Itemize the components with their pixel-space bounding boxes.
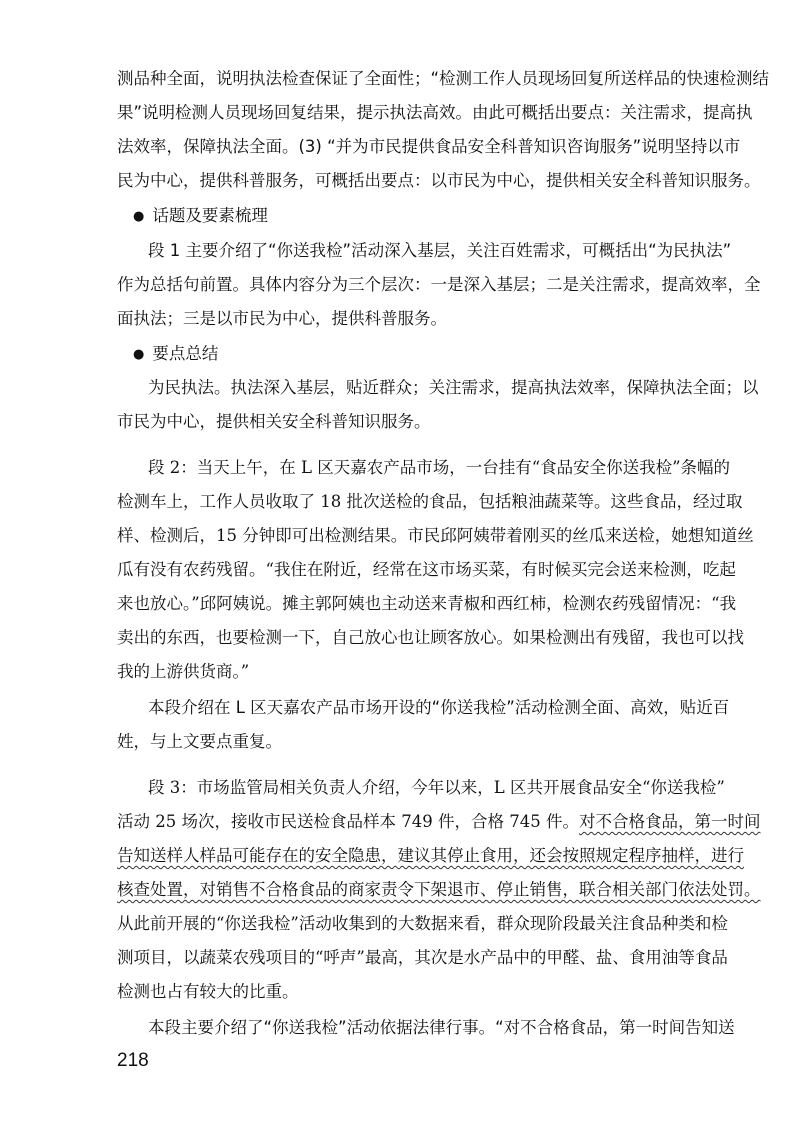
text-line: 面执法；三是以市民为中心，提供科普服务。 (117, 309, 447, 328)
section-heading (133, 343, 218, 366)
quote-line (117, 845, 744, 869)
quote-line: 段 2：当天上午，在 L 区天嘉农产品市场，一台挂有“食品安全你送我检”条幅的 (148, 458, 731, 477)
quote-text: 活动 25 场次，接收市民送检食品样本 749 件，合格 745 件。 (117, 812, 579, 831)
quote-line: 卖出的东西，也要检测一下，自己放心也让顾客放心。如果检测出有残留，我也可以找 (117, 628, 744, 647)
heading-text: 要点总结 (152, 344, 219, 363)
text-line: 本段介绍在 L 区天嘉农产品市场开设的“你送我检”活动检测全面、高效，贴近百 (148, 698, 730, 717)
quote-line: 样、检测后，15 分钟即可出检测结果。市民邱阿姨带着刚买的丝瓜来送检，她想知道丝 (117, 526, 754, 545)
page-number: 218 (117, 1050, 149, 1071)
text-line: 市民为中心，提供相关安全科普知识服务。 (117, 412, 431, 431)
bullet-icon: ● (133, 347, 145, 362)
text-line: 民为中心，提供科普服务，可概括出要点：以市民为中心，提供相关安全科普知识服务。 (117, 171, 761, 190)
text-line: 作为总括句前置。具体内容分为三个层次：一是深入基层；二是关注需求，提高效率，全 (117, 275, 761, 294)
text-line: 本段主要介绍了“你送我检”活动依据法律行事。“对不合格食品，第一时间告知送 (148, 1018, 735, 1037)
text-line: 法效率，保障执法全面。(3) “并为市民提供食品安全科普知识咨询服务”说明坚持以市 (117, 137, 741, 156)
underlined-text: 告知送样人样品可能存在的安全隐患，建议其停止食用，还会按照规定程序抽样，进行 (117, 846, 744, 865)
text-line: 姓，与上文要点重复。 (117, 732, 282, 751)
quote-line: 检测也占有较大的比重。 (117, 982, 299, 1001)
text-line: 段 1 主要介绍了“你送我检”活动深入基层，关注百姓需求，可概括出“为民执法” (148, 241, 732, 260)
quote-line: 我的上游供货商。” (117, 662, 250, 681)
underlined-text: 对不合格食品，第一时间 (578, 812, 761, 831)
section-heading (133, 205, 268, 228)
quote-line: 来也放心。”邱阿姨说。摊主郭阿姨也主动送来青椒和西红柿，检测农药残留情况：“我 (117, 594, 737, 613)
quote-line: 检测车上，工作人员收取了 18 批次送检的食品，包括粮油蔬菜等。这些食品，经过取 (117, 492, 743, 511)
text-line: 果”说明检测人员现场回复结果，提示执法高效。由此可概括出要点：关注需求，提高执 (117, 103, 753, 122)
heading-text: 话题及要素梳理 (152, 206, 268, 225)
quote-line (117, 811, 761, 835)
quote-line: 瓜有没有农药残留。“我住在附近，经常在这市场买菜，有时候买完会送来检测，吃起 (117, 560, 736, 579)
quote-line: 段 3：市场监管局相关负责人介绍，今年以来，L 区共开展食品安全“你送我检” (148, 778, 725, 797)
quote-line: 测项目，以蔬菜农残项目的“呼声”最高，其次是水产品中的甲醛、盐、食用油等食品 (117, 948, 728, 967)
underlined-text: 核查处置，对销售不合格食品的商家责令下架退市、停止销售，联合相关部门依法处罚。 (117, 880, 761, 899)
text-line: 为民执法。执法深入基层，贴近群众；关注需求，提高执法效率，保障执法全面；以 (148, 378, 759, 397)
quote-line (117, 879, 761, 903)
text-line: 测品种全面，说明执法检查保证了全面性；“检测工作人员现场回复所送样品的快速检测结 (117, 69, 770, 88)
bullet-icon: ● (133, 209, 145, 224)
quote-line: 从此前开展的“你送我检”活动收集到的大数据来看，群众现阶段最关注食品种类和检 (117, 914, 728, 933)
